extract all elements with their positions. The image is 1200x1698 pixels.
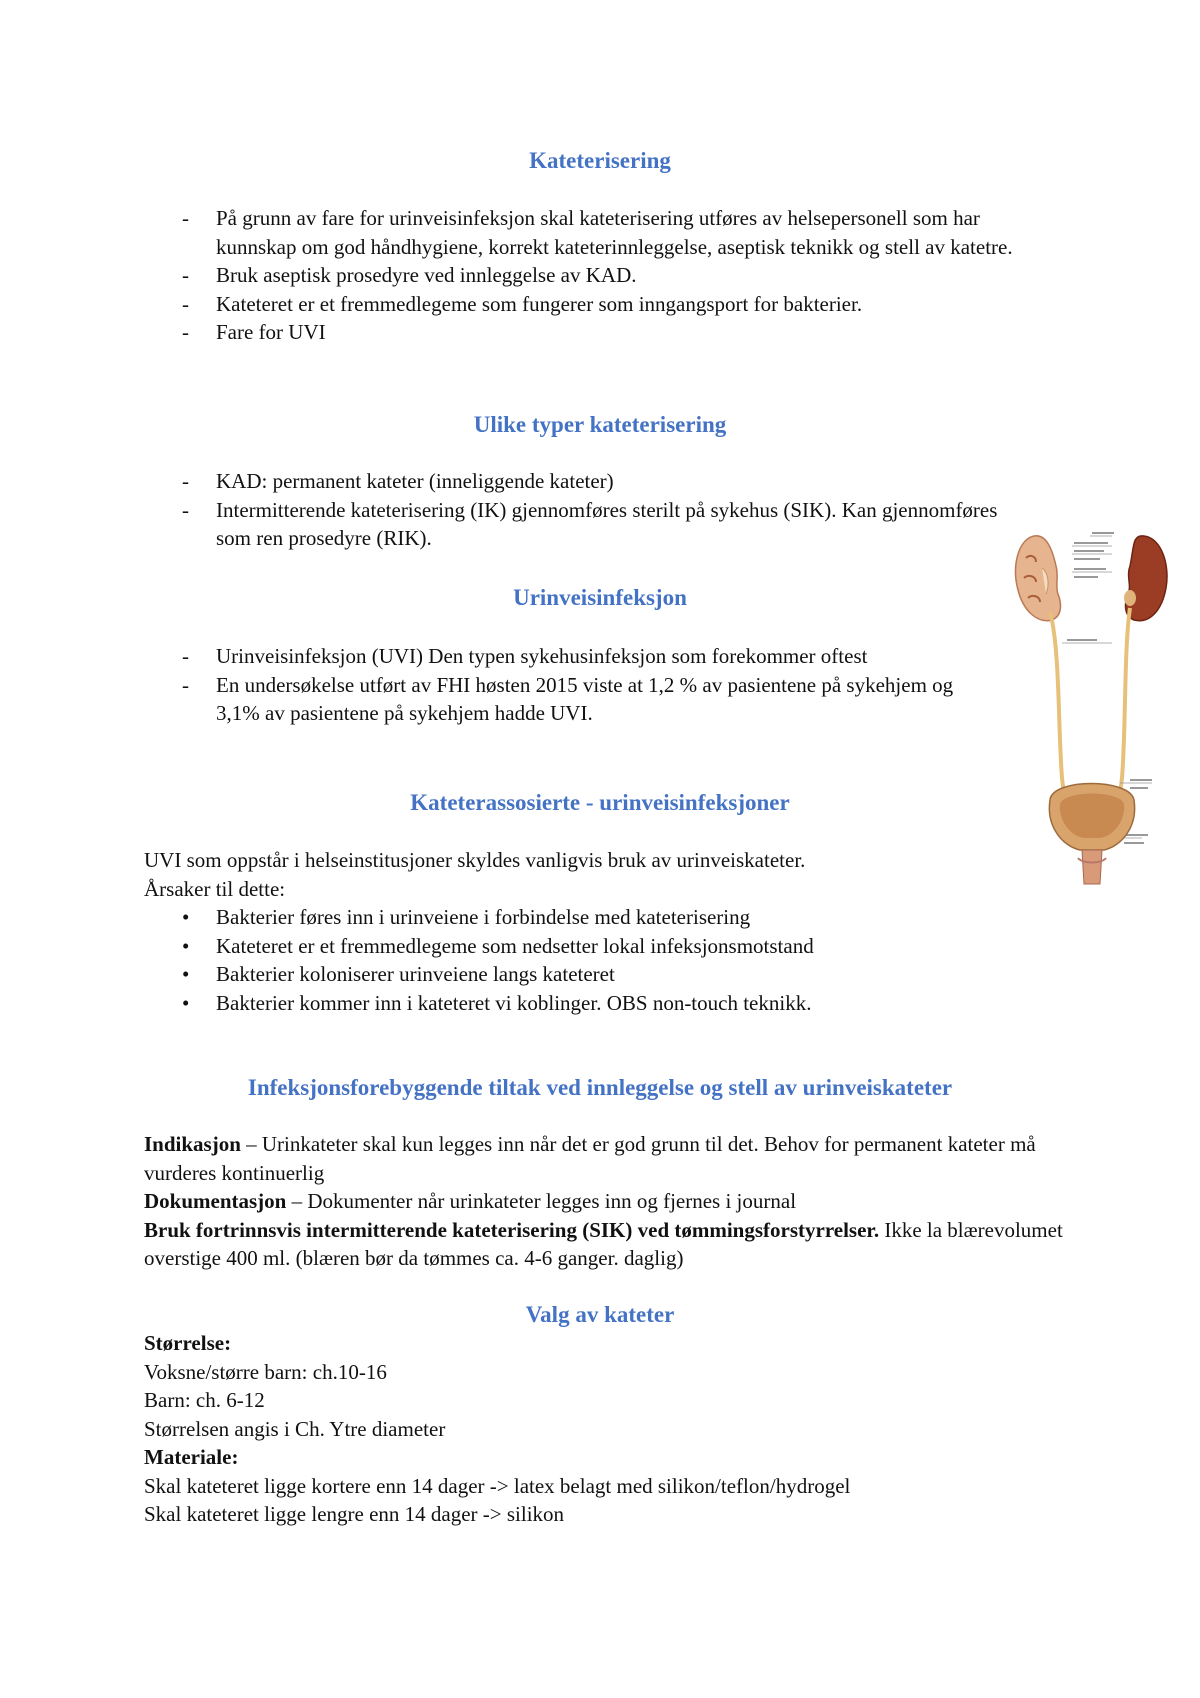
paragraph-dokumentasjon <box>144 1187 1064 1216</box>
label-dokumentasjon: Dokumentasjon <box>144 1189 287 1213</box>
intro-text: Årsaker til dette: <box>144 876 286 901</box>
heading-kateterisering: Kateterisering <box>529 148 671 173</box>
label-bruk: Bruk fortrinnsvis intermitterende kateterisering (SIK) ved tømmingsforstyrrelser. <box>144 1217 880 1242</box>
heading-kateterassosierte: Kateterassosierte - urinveisinfeksjoner <box>410 790 790 815</box>
paragraph-bruk <box>144 1216 1064 1273</box>
size-line: Størrelsen angis i Ch. Ytre diameter <box>144 1416 446 1441</box>
list-item: - Kateteret er et fremmedlegeme som fungerer som inngangsport for bakterier. <box>144 290 1064 319</box>
heading-typer: Ulike typer kateterisering <box>473 412 727 437</box>
list-item: - KAD: permanent kateter (inneliggende kateter) <box>144 467 1004 496</box>
list-item: - Bruk aseptisk prosedyre ved innleggelse av KAD. <box>144 261 1064 290</box>
text-bruk: Ikke la blærevolumet overstige 400 ml. (blæren bør da tømmes ca. 4-6 ganger. daglig) <box>144 1217 1063 1270</box>
section-valg <box>144 1329 1084 1529</box>
heading-valg: Valg av kateter <box>525 1302 675 1327</box>
intro-text: UVI som oppstår i helseinstitusjoner skyldes vanligvis bruk av urinveiskateter. <box>144 848 806 872</box>
urinary-tract-illustration <box>1012 528 1172 888</box>
list-item: - På grunn av fare for urinveisinfeksjon skal kateterisering utføres av helsepersonell som har kunnskap om god håndhygiene, korrekt kateterinnleggelse, aseptisk teknikk og stell av katetre. <box>144 204 1064 261</box>
label-materiale: Materiale: <box>144 1445 239 1469</box>
text-indikasjon: – Urinkateter skal kun legges inn når det er god grunn til det. Behov for permanent kateter må vurderes kontinuerlig <box>144 1132 1036 1185</box>
list-item: - En undersøkelse utført av FHI høsten 2015 viste at 1,2 % av pasientene på sykehjem og 3,1% av pasientene på sykehjem hadde UVI. <box>144 671 994 728</box>
list-kateterisering <box>144 204 1064 347</box>
text-dokumentasjon: – Dokumenter når urinkateter legges inn og fjernes i journal <box>286 1189 797 1213</box>
label-indikasjon: Indikasjon <box>144 1132 241 1156</box>
heading-tiltak: Infeksjonsforebyggende tiltak ved innleggelse og stell av urinveiskateter <box>247 1075 953 1100</box>
list-item: • Bakterier kommer inn i kateteret vi koblinger. OBS non-touch teknikk. <box>144 989 1004 1018</box>
list-item: - Intermitterende kateterisering (IK) gjennomføres sterilt på sykehus (SIK). Kan gjennomføres som ren prosedyre (RIK). <box>144 496 1004 553</box>
size-line: Barn: ch. 6-12 <box>144 1388 265 1412</box>
material-line: Skal kateteret ligge kortere enn 14 dager -> latex belagt med silikon/teflon/hydrogel <box>144 1473 851 1498</box>
size-line: Voksne/større barn: ch.10-16 <box>144 1359 387 1384</box>
list-item: • Kateteret er et fremmedlegeme som nedsetter lokal infeksjonsmotstand <box>144 932 1004 961</box>
list-item: • Bakterier føres inn i urinveiene i forbindelse med kateterisering <box>144 903 1004 932</box>
list-item: • Bakterier koloniserer urinveiene langs kateteret <box>144 960 1004 989</box>
list-item: - Urinveisinfeksjon (UVI) Den typen sykehusinfeksjon som forekommer oftest <box>144 642 994 671</box>
material-line: Skal kateteret ligge lengre enn 14 dager -> silikon <box>144 1502 565 1526</box>
list-uvi <box>144 642 994 728</box>
heading-uvi: Urinveisinfeksjon <box>513 585 687 610</box>
paragraph-indikasjon <box>144 1130 1064 1187</box>
section-kateterassosierte <box>144 846 1004 1017</box>
section-tiltak <box>144 1130 1064 1273</box>
list-typer <box>144 467 1004 553</box>
list-item: - Fare for UVI <box>144 318 1064 347</box>
label-storrelse: Størrelse: <box>144 1331 232 1355</box>
